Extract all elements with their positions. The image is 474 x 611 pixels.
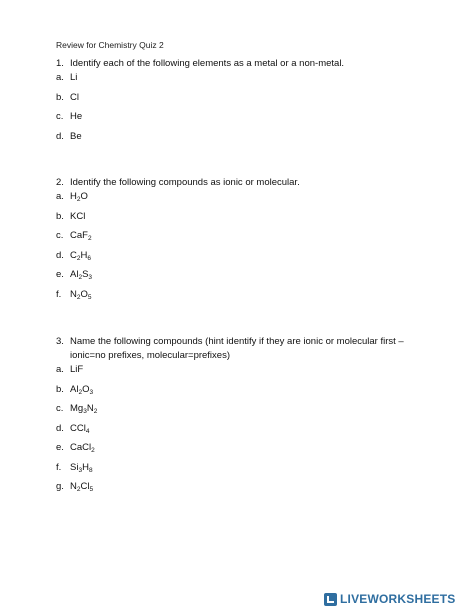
question-3 [56,335,416,501]
chemical-formula: Cl [70,91,79,103]
chemical-formula: $Al_2S_3$ [70,269,93,281]
item-letter: c. [56,230,64,241]
chemical-formula: $Si_3H_8$ [70,461,93,474]
answer-item [56,269,416,289]
watermark-text: LIVEWORKSHEETS [340,592,456,606]
answer-item [56,289,416,309]
question-text: Name the following compounds (hint identify if they are ionic or molecular first – ionic=no prefixes, molecular=prefixes) [70,336,404,361]
answer-item [56,92,416,112]
item-letter: d. [56,130,64,142]
question-items [56,191,416,308]
item-letter: a. [56,72,64,83]
item-letter: b. [56,383,64,395]
answer-item [56,131,416,151]
item-letter: f. [56,461,62,473]
chemical-formula: $C_2H_6$ [70,249,91,262]
answer-item [56,72,416,92]
item-letter: c. [56,403,64,414]
chemical-formula: $Al_2O_3$ [70,383,94,396]
answer-item [56,384,416,404]
question-1 [56,57,416,150]
chemical-formula: Be [70,130,82,142]
item-letter: d. [56,422,64,434]
answer-item [56,423,416,443]
question-items [56,364,416,501]
chemical-formula: $N_2Cl_5$ [70,481,94,493]
item-letter: d. [56,249,64,261]
question-text: Identify the following compounds as ionic or molecular. [70,177,300,188]
chemical-formula: $N_2O_5$ [70,288,92,301]
chemical-formula: CaF$_2$ [70,230,92,242]
document-header: Review for Chemistry Quiz 2 [56,40,164,50]
item-letter: e. [56,442,64,453]
liveworksheets-logo-icon [324,593,337,606]
chemical-formula: He [70,111,83,122]
item-letter: f. [56,288,62,300]
item-letter: e. [56,269,64,280]
question-number: 2. [56,177,64,188]
question-number: 1. [56,58,64,69]
answer-item [56,191,416,211]
answer-item [56,111,416,131]
question-2 [56,176,416,308]
answer-item [56,462,416,482]
chemical-formula: LiF [70,364,84,375]
chemical-formula: $Mg_3N_2$ [70,403,98,415]
chemical-formula: $H_2O$ [70,191,88,203]
answer-item [56,364,416,384]
question-number: 3. [56,336,64,347]
chemical-formula: CaCl$_2$ [70,442,95,454]
answer-item [56,250,416,270]
chemical-formula: CCl$_4$ [70,422,90,435]
item-letter: c. [56,111,64,122]
question-items [56,72,416,150]
liveworksheets-watermark [324,592,455,606]
item-letter: g. [56,481,64,492]
answer-item [56,442,416,462]
answer-item [56,230,416,250]
answer-item [56,211,416,231]
chemical-formula: Li [70,72,78,83]
item-letter: b. [56,210,64,222]
item-letter: b. [56,91,64,103]
item-letter: a. [56,364,64,375]
answer-item [56,403,416,423]
answer-item [56,481,416,501]
question-text: Identify each of the following elements as a metal or a non-metal. [70,58,345,69]
item-letter: a. [56,191,64,202]
chemical-formula: KCl [70,210,86,222]
